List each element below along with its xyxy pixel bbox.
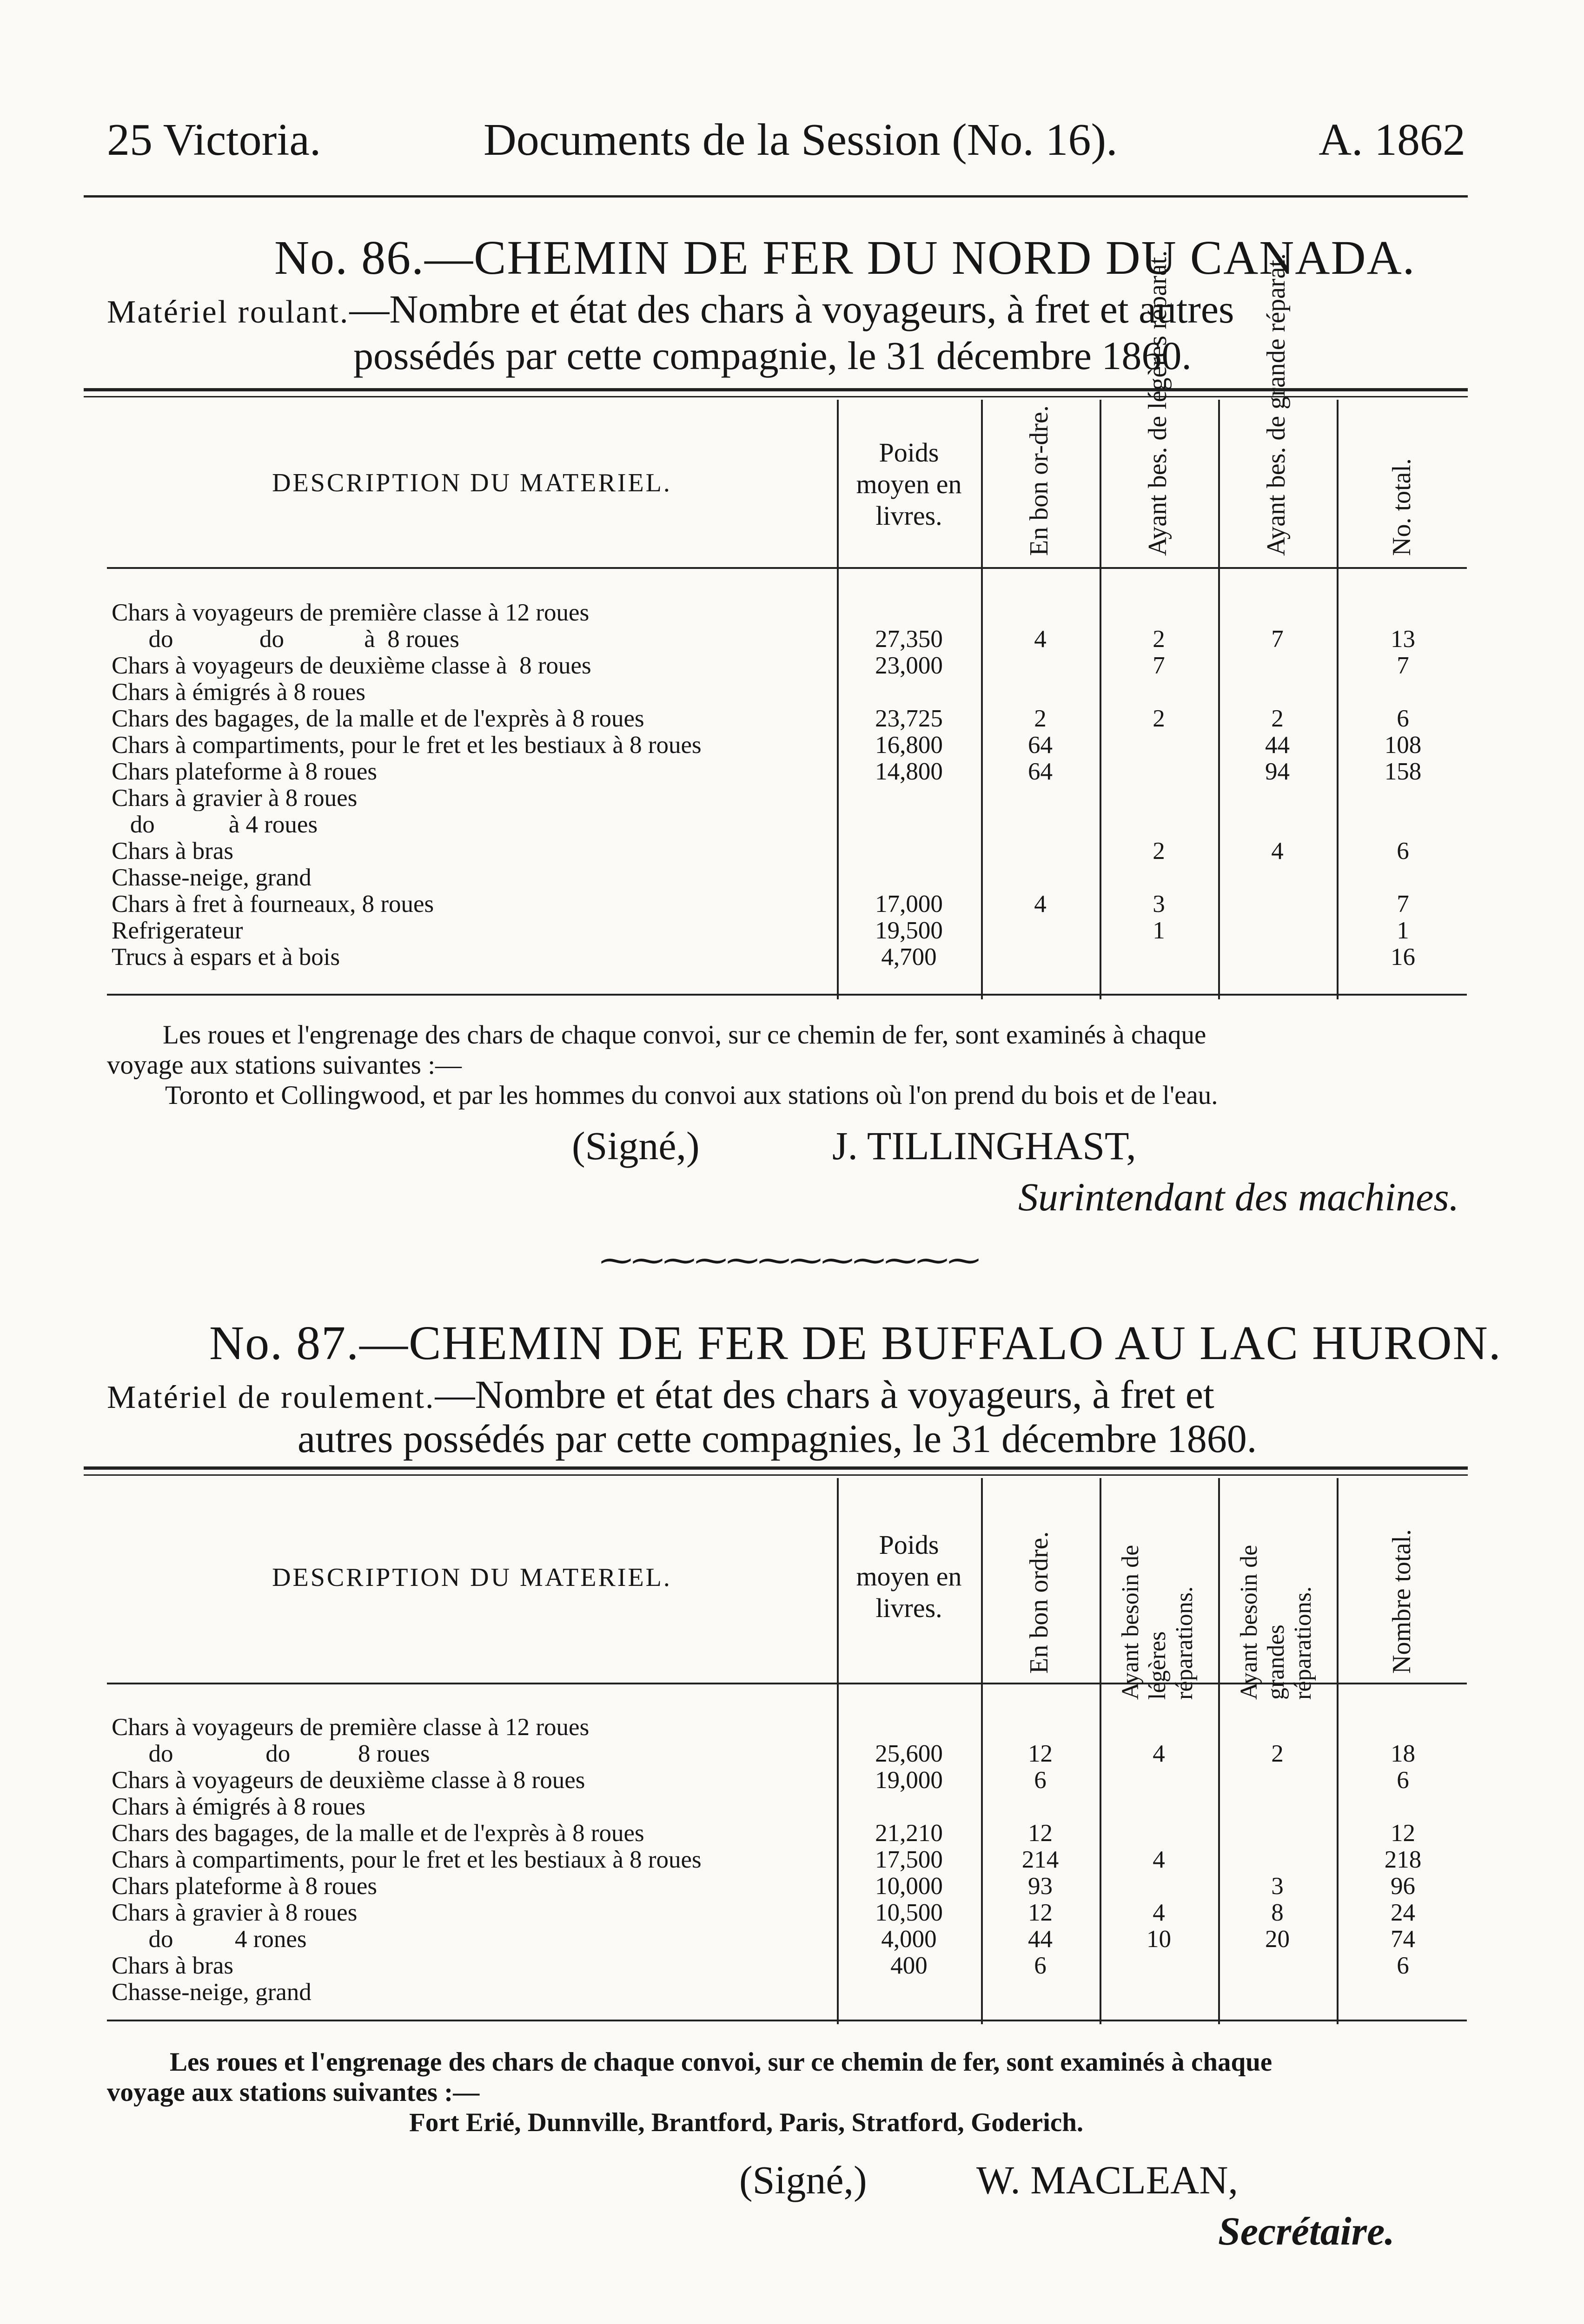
cell-grande: 44 xyxy=(1265,732,1290,759)
cell-total: 16 xyxy=(1391,944,1415,971)
cell-bon: 44 xyxy=(1028,1926,1053,1953)
table-row xyxy=(107,679,1467,705)
section-1-note-line1: Les roues et l'engrenage des chars de chaque convoi, sur ce chemin de fer, sont examinés à chaque xyxy=(163,1020,1206,1050)
cell-grande: 94 xyxy=(1265,758,1290,785)
table-row xyxy=(107,732,1467,758)
row-description: Chars à gravier à 8 roues xyxy=(112,1900,358,1926)
header-volume: 25 Victoria. xyxy=(107,115,321,165)
cell-grande: 2 xyxy=(1271,705,1284,732)
row-description: Chars à bras xyxy=(112,1953,233,1979)
cell-bon: 4 xyxy=(1034,891,1047,918)
table-row xyxy=(107,706,1467,732)
cell-poids: 23,000 xyxy=(875,652,943,679)
row-description: Chars à émigrés à 8 roues xyxy=(112,1794,366,1820)
table-row xyxy=(107,1979,1467,2005)
row-description: Chars à compartiments, pour le fret et les bestiaux à 8 roues xyxy=(112,1847,702,1873)
table-row xyxy=(107,838,1467,864)
cell-total: 1 xyxy=(1397,917,1409,944)
cell-total: 13 xyxy=(1391,626,1415,653)
section-2-signer-title: Secrétaire. xyxy=(1218,2209,1395,2253)
table-row xyxy=(107,1714,1467,1740)
cell-poids: 19,500 xyxy=(875,917,943,944)
row-description: Chasse-neige, grand xyxy=(112,1979,311,2005)
section-1-title: No. 86.—CHEMIN DE FER DU NORD DU CANADA. xyxy=(274,231,1416,284)
cell-total: 6 xyxy=(1397,705,1409,732)
table-row xyxy=(107,1741,1467,1767)
cell-total: 96 xyxy=(1391,1873,1415,1900)
cell-legeres: 7 xyxy=(1153,652,1165,679)
cell-total: 74 xyxy=(1391,1926,1415,1953)
cell-total: 218 xyxy=(1384,1846,1422,1873)
cell-legeres: 4 xyxy=(1153,1899,1165,1926)
cell-legeres: 4 xyxy=(1153,1846,1165,1873)
cell-bon: 2 xyxy=(1034,705,1047,732)
table-row xyxy=(107,626,1467,652)
cell-total: 12 xyxy=(1391,1820,1415,1847)
row-description: Chars plateforme à 8 roues xyxy=(112,759,378,785)
cell-poids: 400 xyxy=(890,1952,928,1979)
cell-legeres: 2 xyxy=(1153,838,1165,865)
row-description: Chasse-neige, grand xyxy=(112,865,311,891)
cell-bon: 6 xyxy=(1034,1767,1047,1794)
table-row xyxy=(107,865,1467,891)
row-description: do 4 rones xyxy=(112,1926,307,1952)
section-1-subtitle-line2: possédés par cette compagnie, le 31 décembre 1860. xyxy=(353,333,1192,378)
header-documents: Documents de la Session (No. 16). xyxy=(484,115,1118,165)
section-2-signe: (Signé,) xyxy=(739,2158,867,2202)
row-description: do à 4 roues xyxy=(112,812,318,838)
table-row xyxy=(107,1953,1467,1979)
row-description: Chars à fret à fourneaux, 8 roues xyxy=(112,891,434,917)
row-description: Chars à compartiments, pour le fret et les bestiaux à 8 roues xyxy=(112,732,702,758)
section-1-note-line2: voyage aux stations suivantes :— xyxy=(107,1050,462,1080)
cell-legeres: 3 xyxy=(1153,891,1165,918)
row-description: Chars à voyageurs de deuxième classe à 8 roues xyxy=(112,1767,585,1793)
ornamental-divider: ⁓⁓⁓⁓⁓⁓⁓⁓⁓⁓⁓⁓ xyxy=(600,1243,979,1279)
cell-poids: 21,210 xyxy=(875,1820,943,1847)
row-description: Chars à voyageurs de deuxième classe à 8 roues xyxy=(112,653,591,679)
section-2-note-line3: Fort Erié, Dunnville, Brantford, Paris, Stratford, Goderich. xyxy=(409,2108,1084,2137)
cell-bon: 93 xyxy=(1028,1873,1053,1900)
row-description: Chars des bagages, de la malle et de l'exprès à 8 roues xyxy=(112,706,644,732)
cell-total: 108 xyxy=(1384,732,1422,759)
section-2-subtitle-line1: Matériel de roulement.—Nombre et état des chars à voyageurs, à fret et xyxy=(107,1372,1214,1417)
table-1-top-rule xyxy=(84,388,1468,397)
table-row xyxy=(107,812,1467,838)
table-1-header-grande: Ayant bes. de grande réparat. xyxy=(1262,253,1291,556)
cell-bon: 64 xyxy=(1028,758,1053,785)
cell-grande: 3 xyxy=(1271,1873,1284,1900)
cell-bon: 12 xyxy=(1028,1899,1053,1926)
cell-total: 158 xyxy=(1384,758,1422,785)
table-2-header-grande: Ayant besoin de grandes réparations. xyxy=(1236,1545,1316,1700)
cell-poids: 4,000 xyxy=(881,1926,937,1953)
section-1-signer-title: Surintendant des machines. xyxy=(1018,1175,1459,1219)
table-2-header-total: Nombre total. xyxy=(1387,1529,1416,1674)
table-row xyxy=(107,785,1467,811)
section-2-note-line2: voyage aux stations suivantes :— xyxy=(107,2078,480,2107)
cell-legeres: 2 xyxy=(1153,705,1165,732)
row-description: Chars plateforme à 8 roues xyxy=(112,1873,378,1899)
cell-legeres: 10 xyxy=(1147,1926,1171,1953)
cell-poids: 17,500 xyxy=(875,1846,943,1873)
cell-total: 6 xyxy=(1397,838,1409,865)
header-year: A. 1862 xyxy=(1319,115,1465,165)
table-2-header-bon: En bon ordre. xyxy=(1025,1531,1054,1674)
row-description: Chars à bras xyxy=(112,838,233,864)
cell-total: 7 xyxy=(1397,891,1409,918)
cell-grande: 8 xyxy=(1271,1899,1284,1926)
table-2-top-rule xyxy=(84,1466,1468,1476)
table-1-header-description: DESCRIPTION DU MATERIEL. xyxy=(272,469,672,497)
cell-poids: 25,600 xyxy=(875,1740,943,1767)
cell-bon: 12 xyxy=(1028,1820,1053,1847)
row-description: Chars à voyageurs de première classe à 12 roues xyxy=(112,600,590,626)
table-row xyxy=(107,1900,1467,1926)
row-description: Chars à émigrés à 8 roues xyxy=(112,679,366,705)
cell-bon: 64 xyxy=(1028,732,1053,759)
table-1-header-legeres: Ayant bes. de légères réparat. xyxy=(1143,250,1172,556)
cell-poids: 10,000 xyxy=(875,1873,943,1900)
section-1-subtitle-line1: Matériel roulant.—Nombre et état des chars à voyageurs, à fret et autres xyxy=(107,287,1234,331)
table-row xyxy=(107,1794,1467,1820)
table-row xyxy=(107,891,1467,917)
table-row xyxy=(107,653,1467,679)
table-row xyxy=(107,1847,1467,1873)
cell-grande: 7 xyxy=(1271,626,1284,653)
section-2-note-line1: Les roues et l'engrenage des chars de chaque convoi, sur ce chemin de fer, sont examinés à chaque xyxy=(170,2047,1273,2077)
section-2-subtitle-line2: autres possédés par cette compagnies, le 31 décembre 1860. xyxy=(298,1416,1257,1461)
section-1-signe: (Signé,) xyxy=(572,1123,700,1168)
table-row xyxy=(107,1926,1467,1952)
section-1-subtitle-lead: Matériel roulant. xyxy=(107,294,350,330)
table-2-header-description: DESCRIPTION DU MATERIEL. xyxy=(272,1563,672,1592)
cell-poids: 14,800 xyxy=(875,758,943,785)
cell-bon: 4 xyxy=(1034,626,1047,653)
table-row xyxy=(107,944,1467,970)
row-description: Chars des bagages, de la malle et de l'exprès à 8 roues xyxy=(112,1820,644,1846)
row-description: Trucs à espars et à bois xyxy=(112,944,340,970)
cell-poids: 4,700 xyxy=(881,944,937,971)
running-header xyxy=(107,114,1465,165)
row-description: Refrigerateur xyxy=(112,918,243,944)
header-rule xyxy=(84,195,1468,198)
table-row xyxy=(107,918,1467,944)
cell-legeres: 4 xyxy=(1153,1740,1165,1767)
table-1-header-poids: Poids moyen en livres. xyxy=(856,437,962,531)
cell-total: 6 xyxy=(1397,1952,1409,1979)
table-1-header-bon: En bon or-dre. xyxy=(1025,405,1054,556)
cell-bon: 214 xyxy=(1021,1846,1059,1873)
cell-bon: 6 xyxy=(1034,1952,1047,1979)
cell-legeres: 2 xyxy=(1153,626,1165,653)
section-2-signer: W. MACLEAN, xyxy=(976,2158,1238,2202)
cell-grande: 20 xyxy=(1265,1926,1290,1953)
section-2-title: No. 87.—CHEMIN DE FER DE BUFFALO AU LAC HURON. xyxy=(209,1316,1502,1370)
cell-poids: 23,725 xyxy=(875,705,943,732)
cell-total: 18 xyxy=(1391,1740,1415,1767)
row-description: do do 8 roues xyxy=(112,1741,430,1767)
cell-total: 6 xyxy=(1397,1767,1409,1794)
table-row xyxy=(107,1767,1467,1793)
cell-total: 24 xyxy=(1391,1899,1415,1926)
table-2-header-legeres: Ayant besoin de légères réparations. xyxy=(1117,1545,1198,1700)
table-row xyxy=(107,600,1467,626)
table-2-header-poids: Poids moyen en livres. xyxy=(856,1530,962,1623)
cell-poids: 10,500 xyxy=(875,1899,943,1926)
cell-grande: 2 xyxy=(1271,1740,1284,1767)
cell-grande: 4 xyxy=(1271,838,1284,865)
cell-legeres: 1 xyxy=(1153,917,1165,944)
cell-total: 7 xyxy=(1397,652,1409,679)
cell-poids: 19,000 xyxy=(875,1767,943,1794)
table-1-header-total: No. total. xyxy=(1387,458,1416,556)
section-2-subtitle-lead: Matériel de roulement. xyxy=(107,1380,435,1415)
section-1-note-line3: Toronto et Collingwood, et par les hommes du convoi aux stations où l'on prend du bois et de l'eau. xyxy=(165,1081,1218,1110)
cell-poids: 17,000 xyxy=(875,891,943,918)
cell-poids: 16,800 xyxy=(875,732,943,759)
table-row xyxy=(107,1820,1467,1846)
cell-bon: 12 xyxy=(1028,1740,1053,1767)
table-row xyxy=(107,759,1467,785)
row-description: Chars à voyageurs de première classe à 12 roues xyxy=(112,1714,590,1740)
row-description: Chars à gravier à 8 roues xyxy=(112,785,358,811)
row-description: do do à 8 roues xyxy=(112,626,459,652)
cell-poids: 27,350 xyxy=(875,626,943,653)
section-1-signer: J. TILLINGHAST, xyxy=(832,1123,1136,1168)
table-row xyxy=(107,1873,1467,1899)
table-2 xyxy=(107,1478,1467,2024)
